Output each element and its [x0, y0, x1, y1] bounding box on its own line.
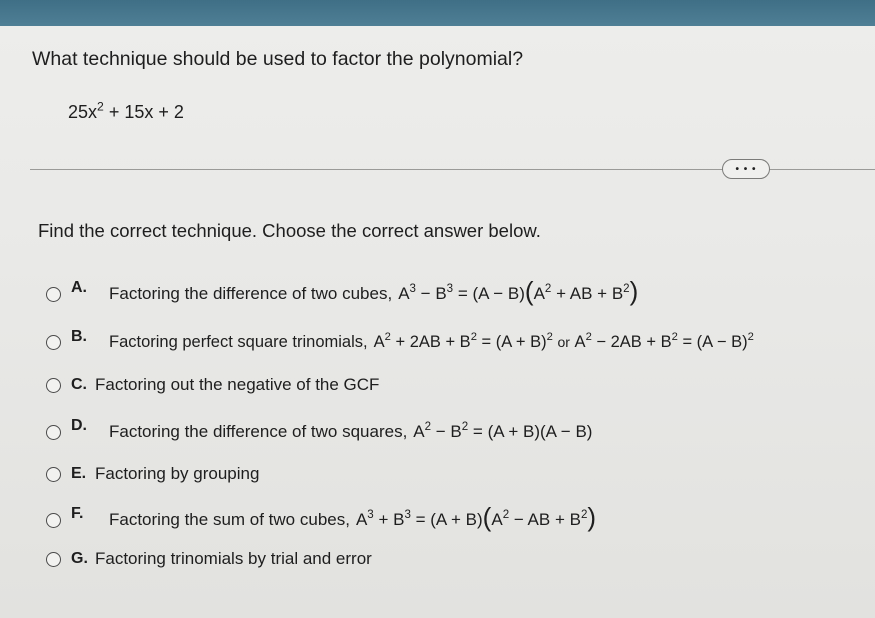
option-c[interactable] — [46, 375, 385, 395]
option-letter: D. — [71, 417, 87, 434]
radio-button[interactable] — [46, 335, 61, 350]
radio-button[interactable] — [46, 467, 61, 482]
option-text: Factoring the sum of two cubes, — [109, 510, 350, 529]
question-prompt: What technique should be used to factor the polynomial? — [32, 48, 524, 70]
option-letter: A. — [71, 279, 87, 296]
polynomial-rest: + 15x + 2 — [103, 102, 184, 122]
formula: $A^3 - B^3 = (A - B)(A^2$ + AB + $B^2$) — [398, 276, 639, 306]
option-f[interactable] — [46, 502, 597, 532]
radio-button[interactable] — [46, 425, 61, 440]
option-d[interactable] — [46, 417, 593, 442]
option-text: Factoring trinomials by trial and error — [95, 549, 372, 568]
polynomial — [68, 99, 184, 123]
option-letter: C. — [71, 376, 87, 393]
more-options-button[interactable]: • • • — [722, 159, 770, 179]
radio-button[interactable] — [46, 552, 61, 567]
option-text: Factoring the difference of two squares, — [109, 422, 408, 441]
option-letter: E. — [71, 465, 87, 482]
radio-button[interactable] — [46, 513, 61, 528]
option-letter: G. — [71, 550, 88, 567]
polynomial-exponent: 2 — [97, 99, 104, 114]
formula: $A^2 + 2AB + B^2 = (A + B)^2$ or $A^2 - 2AB + B^2 = (A - B)^2$ — [373, 331, 754, 351]
radio-button[interactable] — [46, 287, 61, 302]
radio-button[interactable] — [46, 378, 61, 393]
option-text: Factoring the difference of two cubes, — [109, 284, 393, 303]
option-a[interactable] — [46, 276, 639, 306]
option-b[interactable] — [46, 327, 754, 352]
option-letter: F. — [71, 505, 84, 522]
option-e[interactable] — [46, 464, 265, 484]
top-bar — [0, 0, 875, 26]
option-text: Factoring by grouping — [95, 464, 260, 483]
instruction-text: Find the correct technique. Choose the correct answer below. — [38, 220, 541, 241]
option-letter: B. — [71, 327, 87, 345]
option-g[interactable] — [46, 549, 378, 569]
option-text: Factoring perfect square trinomials, — [109, 333, 368, 351]
polynomial-term: 25x — [68, 102, 98, 122]
formula: $A^3 + B^3 = (A + B)(A^2$ − AB + $B^2$) — [355, 502, 597, 532]
formula: $A^2 - B^2 = (A + B)(A - B)$ — [413, 420, 593, 441]
option-text: Factoring out the negative of the GCF — [95, 375, 380, 394]
